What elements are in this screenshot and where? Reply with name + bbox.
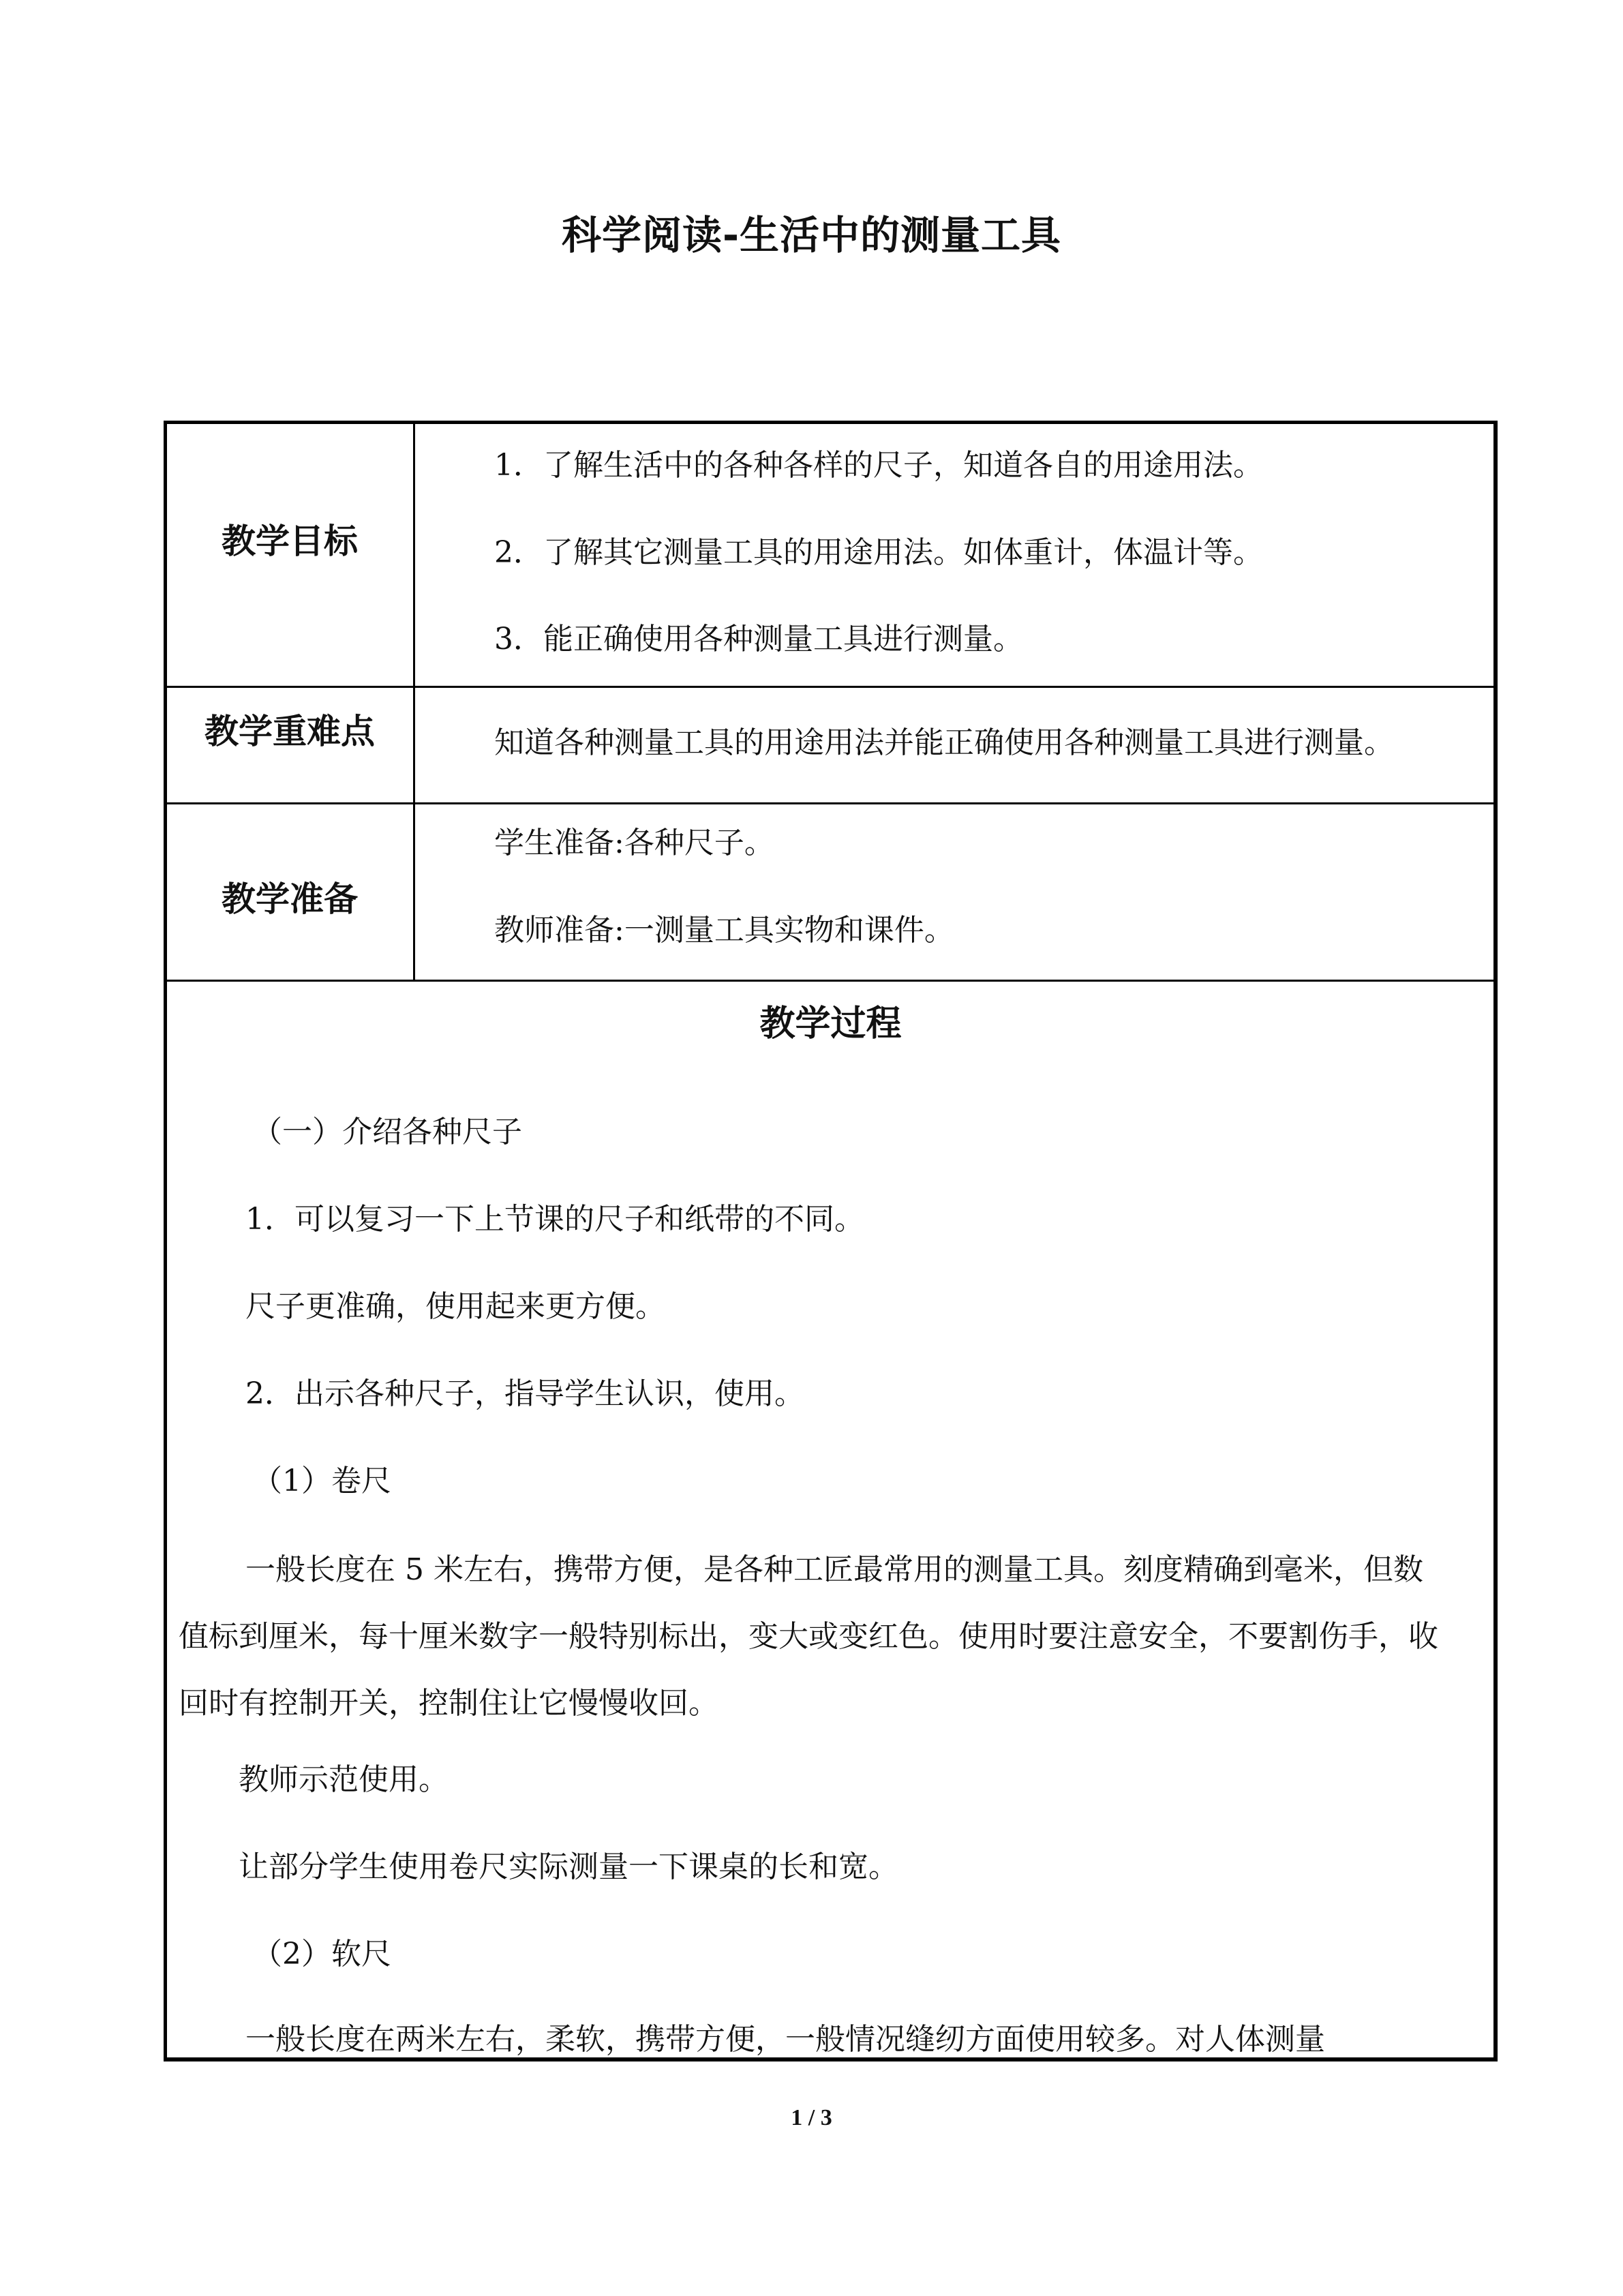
process-point-1-answer: 尺子更准确，使用起来更方便。: [245, 1289, 665, 1324]
subsection-tape-measure: （1）卷尺: [252, 1464, 391, 1498]
row-divider-2: [164, 802, 1498, 804]
key-points-label: 教学重难点: [204, 712, 375, 751]
preparation-label: 教学准备: [222, 879, 358, 919]
row-divider-1: [164, 686, 1498, 688]
teacher-demo: 教师示范使用。: [239, 1762, 449, 1797]
goal-item-1: 1．了解生活中的各种各样的尺子，知道各自的用途用法。: [494, 448, 1263, 483]
goals-label: 教学目标: [222, 522, 358, 561]
soft-ruler-paragraph: 一般长度在两米左右，柔软，携带方便，一般情况缝纫方面使用较多。对人体测量: [245, 2022, 1325, 2057]
section-intro-rulers: （一）介绍各种尺子: [252, 1115, 522, 1149]
student-preparation: 学生准备:各种尺子。: [494, 826, 774, 860]
process-point-1: 1．可以复习一下上节课的尺子和纸带的不同。: [245, 1202, 864, 1237]
document-title: 科学阅读-生活中的测量工具: [561, 212, 1062, 258]
process-point-2: 2．出示各种尺子，指导学生认识，使用。: [245, 1376, 804, 1411]
key-points-text: 知道各种测量工具的用途用法并能正确使用各种测量工具进行测量。: [494, 725, 1394, 760]
row-divider-3: [164, 980, 1498, 982]
teacher-preparation: 教师准备:一测量工具实物和课件。: [494, 913, 954, 948]
goal-item-2: 2．了解其它测量工具的用途用法。如体重计，体温计等。: [494, 535, 1263, 570]
tape-measure-paragraph: 一般长度在 5 米左右，携带方便，是各种工匠最常用的测量工具。刻度精确到毫米，但数值标到厘米，每十厘米数字一般特别标出，变大或变红色。使用时要注意安全，不要割伤手，收回时有控制开关，控制住让它慢慢收回。: [179, 1552, 1438, 1721]
page-number: 1 / 3: [791, 2105, 832, 2130]
table-border-right: [1493, 421, 1498, 2061]
subsection-soft-ruler: （2）软尺: [252, 1937, 391, 1972]
student-practice: 让部分学生使用卷尺实际测量一下课桌的长和宽。: [239, 1849, 898, 1884]
table-border-left: [164, 421, 167, 2061]
lesson-plan-table: [164, 421, 1498, 2061]
goal-item-3: 3．能正确使用各种测量工具进行测量。: [494, 622, 1023, 656]
table-border-top: [164, 421, 1498, 424]
process-heading: 教学过程: [759, 1003, 902, 1044]
